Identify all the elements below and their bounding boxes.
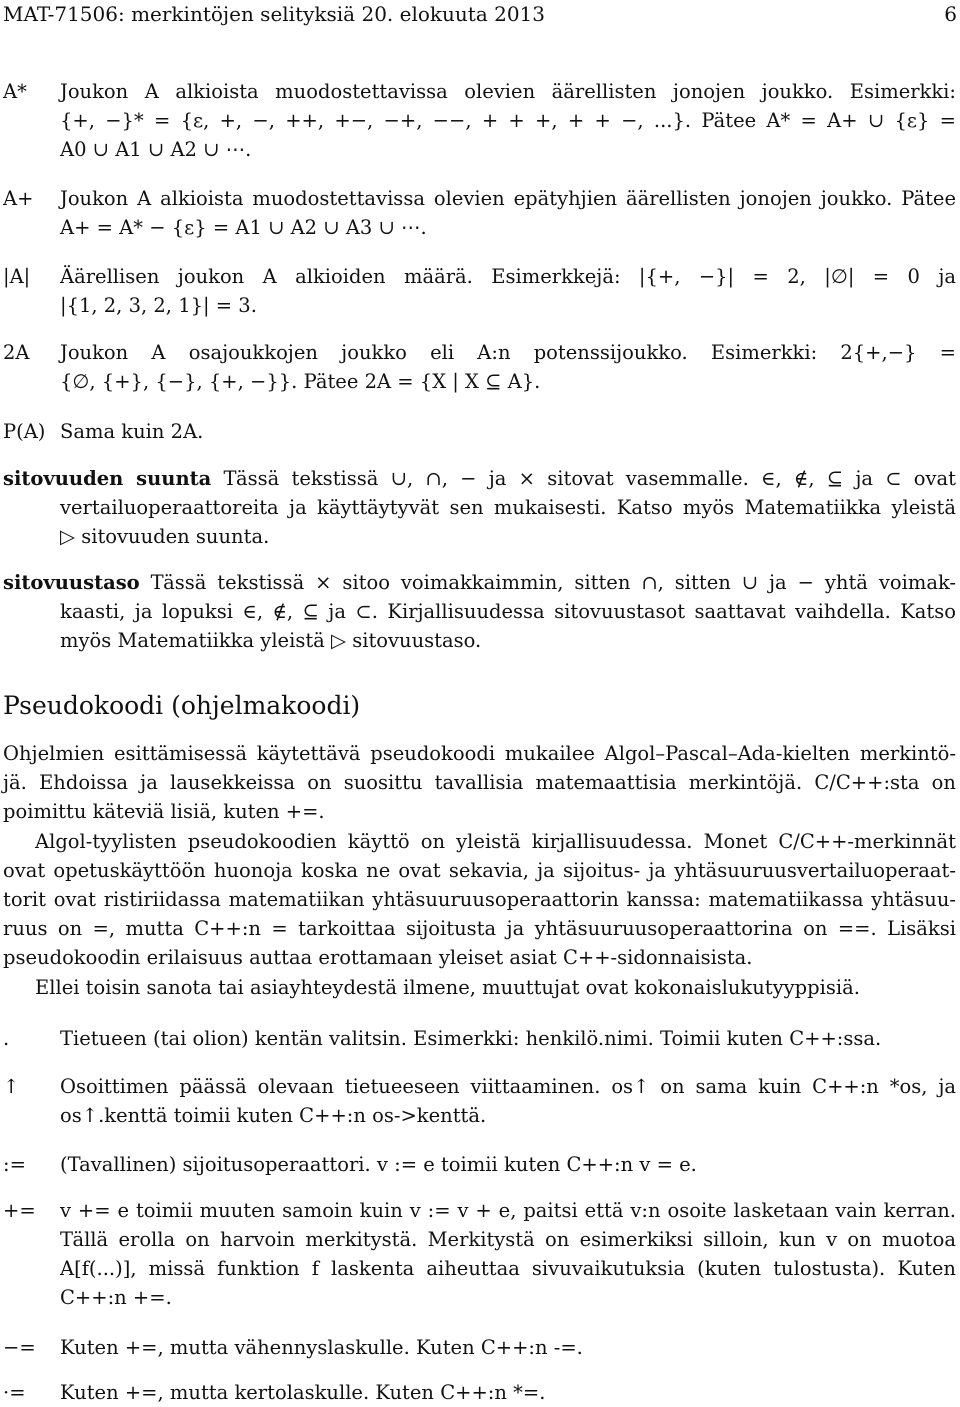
definition-line: kaasti, ja lopuksi ∈, ∉, ⊆ ja ⊂. Kirjallisuudessa sitovuustasot saattavat vaihdella. Katso [60,600,956,623]
entry-term: sitovuuden suunta [3,467,212,490]
definition-line: Kuten +=, mutta kertolaskulle. Kuten C++:n *=. [60,1381,546,1404]
up-arrow-icon: ↑ [3,1075,20,1098]
entry-first-line [3,568,956,597]
running-header [0,0,960,30]
section-paragraph [3,973,956,1002]
definition-line: Sama kuin 2A. [60,420,204,443]
definition-line: Joukon A osajoukkojen joukko eli A:n potenssijoukko. Esimerkki: 2{+,−} = [60,341,956,364]
operator-definition [60,1378,956,1407]
paragraph-line: torit ovat ristiriidassa matematiikan yhtäsuuruusoperaattorin kanssa: matematiikassa yhtäsuu- [3,888,956,911]
definition-line: v += e toimii muuten samoin kuin v := v + e, paitsi että v:n osoite lasketaan vain kerran. [60,1199,956,1222]
section-heading: Pseudokoodi (ohjelmakoodi) [3,691,361,720]
glossary-definition [60,338,956,396]
header-title: MAT-71506: merkintöjen selityksiä 20. elokuuta 2013 [3,2,546,26]
glossary-term: A+ [3,187,34,210]
definition-line: Tässä tekstissä × sitoo voimakkaimmin, sitten ∩, sitten ∪ ja − yhtä voimak- [150,571,957,594]
definition-line: myös Matematiikka yleistä ▷ sitovuustaso. [60,629,482,652]
definition-line: Joukon A alkioista muodostettavissa olevien epätyhjien äärellisten jonojen joukko. Pätee [60,187,956,210]
glossary-definition [60,77,956,164]
definition-line: |{1, 2, 3, 2, 1}| = 3. [60,294,257,317]
section-paragraph [3,739,956,826]
operator-definition [60,1150,956,1179]
definition-line: Tietueen (tai olion) kentän valitsin. Esimerkki: henkilö.nimi. Toimii kuten C++:ssa. [60,1027,882,1050]
definition-line: Tällä erolla on harvoin merkitystä. Merkitystä on esimerkiksi silloin, kun v on muotoa [60,1228,956,1251]
paragraph-line: poimittu käteviä lisiä, kuten +=. [3,800,325,823]
operator-term: := [3,1153,26,1176]
operator-definition [60,1072,956,1130]
glossary-term: A* [3,80,27,103]
definition-line: Äärellisen joukon A alkioiden määrä. Esimerkkejä: |{+, −}| = 2, |∅| = 0 ja [60,265,956,288]
page-number: 6 [944,2,957,26]
glossary-term: 2A [3,341,30,364]
operator-definition [60,1024,956,1053]
definition-line: Joukon A alkioista muodostettavissa olevien äärellisten jonojen joukko. Esimerkki: [60,80,956,103]
definition-line: Kuten +=, mutta vähennyslaskulle. Kuten C++:n -=. [60,1336,583,1359]
definition-line: Tässä tekstissä ∪, ∩, − ja × sitovat vasemmalle. ∈, ∉, ⊆ ja ⊂ ovat [223,467,957,490]
operator-term: −= [3,1336,36,1359]
definition-line: ▷ sitovuuden suunta. [60,525,270,548]
paragraph-line: ruus on =, mutta C++:n = tarkoittaa sijoitusta ja yhtäsuuruusoperaattorina on ==. Lisäksi [3,917,956,940]
paragraph-line: ovat opetuskäyttöön huonoja koska ne ovat sekavia, ja sijoitus- ja yhtäsuuruusvertailuoperaat- [3,859,956,882]
operator-term: ·= [3,1381,26,1404]
entry-term: sitovuustaso [3,571,140,594]
definition-line: A[f(...)], missä funktion f laskenta aiheuttaa sivuvaikutuksia (kuten tulostusta). Kuten [60,1257,956,1280]
operator-term: += [3,1199,36,1222]
paragraph-line: Algol-tyylisten pseudokoodien käyttö on yleistä kirjallisuudessa. Monet C/C++-merkinnät [35,830,956,853]
paragraph-line: pseudokoodin erilaisuus auttaa erottamaan yleiset asiat C++-sidonnaisista. [3,946,753,969]
entry-sitovuuden-suunta [3,464,956,551]
glossary-term: P(A) [3,420,46,443]
paragraph-line: Ohjelmien esittämisessä käytettävä pseudokoodi mukailee Algol–Pascal–Ada-kielten merkintö- [3,742,956,765]
paragraph-line: Ellei toisin sanota tai asiayhteydestä ilmene, muuttujat ovat kokonaislukutyyppisiä. [35,976,860,999]
definition-line: A0 ∪ A1 ∪ A2 ∪ ⋯. [60,138,252,161]
entry-first-line [3,464,956,493]
glossary-definition [60,417,956,446]
operator-term: . [3,1027,10,1050]
operator-definition [60,1196,956,1312]
glossary-definition [60,262,956,320]
definition-line: Osoittimen päässä olevaan tietueeseen viittaaminen. os↑ on sama kuin C++:n *os, ja [60,1075,956,1098]
definition-line: {∅, {+}, {−}, {+, −}}. Pätee 2A = {X | X ⊆ A}. [60,370,541,393]
definition-line: A+ = A* − {ε} = A1 ∪ A2 ∪ A3 ∪ ⋯. [60,216,427,239]
glossary-definition [60,184,956,242]
operator-definition [60,1333,956,1362]
definition-line: {+, −}* = {ε, +, −, ++, +−, −+, −−, + + +, + + −, ...}. Pätee A* = A+ ∪ {ε} = [60,109,956,132]
definition-line: (Tavallinen) sijoitusoperaattori. v := e toimii kuten C++:n v = e. [60,1153,697,1176]
definition-line: vertailuoperaattoreita ja käyttäytyvät sen mukaisesti. Katso myös Matematiikka yleistä [60,496,956,519]
definition-line: C++:n +=. [60,1286,172,1309]
section-paragraph [3,827,956,972]
paragraph-line: jä. Ehdoissa ja lausekkeissa on suosittu tavallisia matemaattisia merkintöjä. C/C++:sta on [3,771,956,794]
definition-line: os↑.kenttä toimii kuten C++:n os->kenttä. [60,1104,487,1127]
glossary-term: |A| [3,265,31,288]
entry-sitovuustaso [3,568,956,655]
